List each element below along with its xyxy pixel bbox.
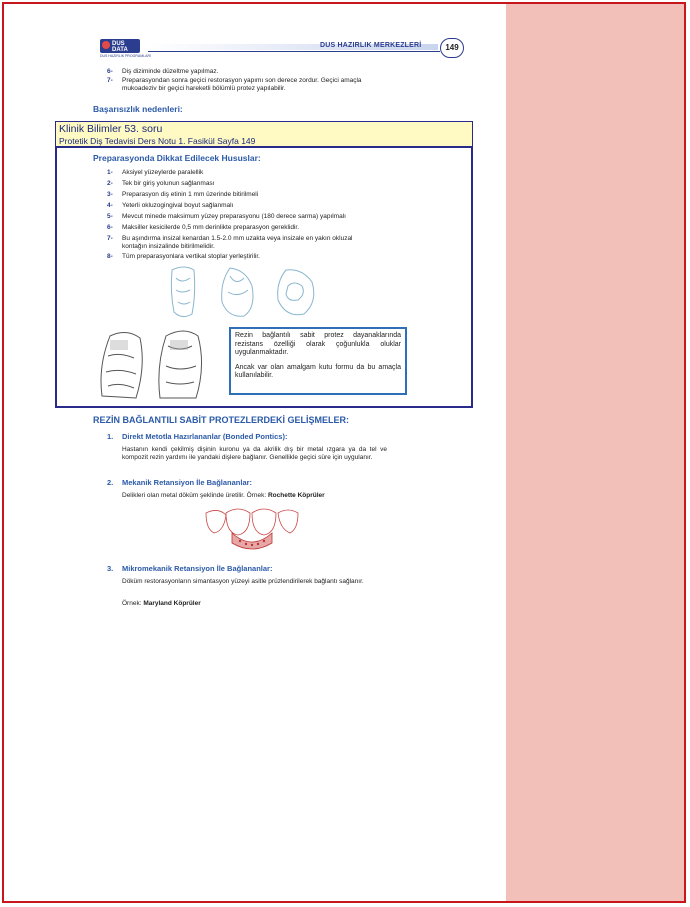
prep-num: 2- [107, 180, 113, 187]
sub2-title: Mekanik Retansiyon İle Bağlananlar: [122, 478, 253, 487]
failure-heading: Başarısızlık nedenleri: [93, 104, 183, 114]
prep-num: 4- [107, 202, 113, 209]
rochette-bridge-illustration [202, 503, 302, 553]
prep-item: Aksiyel yüzeylerde paralellik [122, 169, 204, 176]
sub3-text: Döküm restorasyonların simantasyon yüzeyi asitle prüzlendirilerek bağlantı sağlanır. [122, 578, 364, 585]
prep-num: 3- [107, 191, 113, 198]
list-item-cont: mukoadeziv bir geçici hareketli bölümlü protez yapılabilir. [122, 85, 286, 92]
prep-item: Bu aşındırma insizal kenardan 1.5-2.0 mm uzakta veya insizale en yakın okluzal [122, 235, 353, 242]
annotation-title: Klinik Bilimler 53. soru [59, 123, 163, 135]
prep-num: 1- [107, 169, 113, 176]
prep-item: Preparasyon diş etinin 1 mm üzerinde bitirilmeli [122, 191, 259, 198]
annotation-source: Protetik Diş Tedavisi Ders Notu 1. Fasikül Sayfa 149 [59, 136, 256, 146]
tooth-preparation-illustrations [160, 262, 330, 324]
dus-data-logo: DUS DATA DUS HAZIRLIK PROGRAMLARI [100, 41, 151, 58]
prep-item: Mevcut minede maksimum yüzey preparasyonu (180 derece sarma) yapılmalı [122, 213, 346, 220]
annotation-box [55, 121, 473, 148]
sub1-title: Direkt Metotla Hazırlananlar (Bonded Pontics): [122, 432, 288, 441]
prep-num: 7- [107, 235, 113, 242]
sub2-text: Delikleri olan metal döküm şeklinde üretilir. Örnek: Rochette Köprüler [122, 492, 325, 499]
prep-item-cont: kontağın insizalinde bitirilmelidir. [122, 243, 215, 250]
prep-num: 6- [107, 224, 113, 231]
prep-heading: Preparasyonda Dikkat Edilecek Hususlar: [93, 153, 261, 163]
sub3-number: 3. [107, 564, 114, 573]
prep-item: Tüm preparasyonlara vertikal stoplar yerleştirilir. [122, 253, 260, 260]
tooth-groove-illustrations [96, 326, 216, 404]
header-title: DUS HAZIRLIK MERKEZLERİ [320, 42, 422, 49]
sub2-number: 2. [107, 478, 114, 487]
callout-para1: Rezin bağlantılı sabit protez dayanaklarında rezistans özelliği olarak çoğunlukla oluklar uygulanmaktadır. [235, 332, 401, 356]
sub1-number: 1. [107, 432, 114, 441]
side-margin-panel [506, 4, 684, 901]
list-item: Preparasyondan sonra geçici restorasyon yapımı son derece zordur. Geçici amaçla [122, 77, 362, 84]
list-item: Diş diziminde düzeltme yapılmaz. [122, 68, 219, 75]
note-callout [229, 327, 407, 395]
list-number: 6- [107, 68, 113, 75]
page-number: 149 [440, 38, 464, 58]
prep-item: Maksiller kesicilerde 0,5 mm derinlikte preparasyon gereklidir. [122, 224, 300, 231]
callout-para2: Ancak var olan amalgam kutu formu da bu amaçla kullanılabilir. [235, 363, 401, 379]
prep-num: 8- [107, 253, 113, 260]
resin-heading: REZİN BAĞLANTILI SABİT PROTEZLERDEKİ GELİŞMELER: [93, 415, 349, 425]
prep-item: Tek bir giriş yolunun sağlanması [122, 180, 215, 187]
sub3-title: Mikromekanik Retansiyon İle Bağlananlar: [122, 564, 273, 573]
list-number: 7- [107, 77, 113, 84]
header-rule [148, 51, 440, 52]
sub3-example: Örnek: Maryland Köprüler [122, 600, 201, 607]
sub1-text: Hastanın kendi çekilmiş dişinin kuronu ya da akrilik dış bir metal ızgara ya da tel ve kompozit rezin yardımı ile yandaki dişlere bağlanır. Genellikle geçici süre için uygulanır. [122, 446, 387, 461]
prep-num: 5- [107, 213, 113, 220]
prep-item: Yeterli okluzogingival boyut sağlanmalı [122, 202, 234, 209]
